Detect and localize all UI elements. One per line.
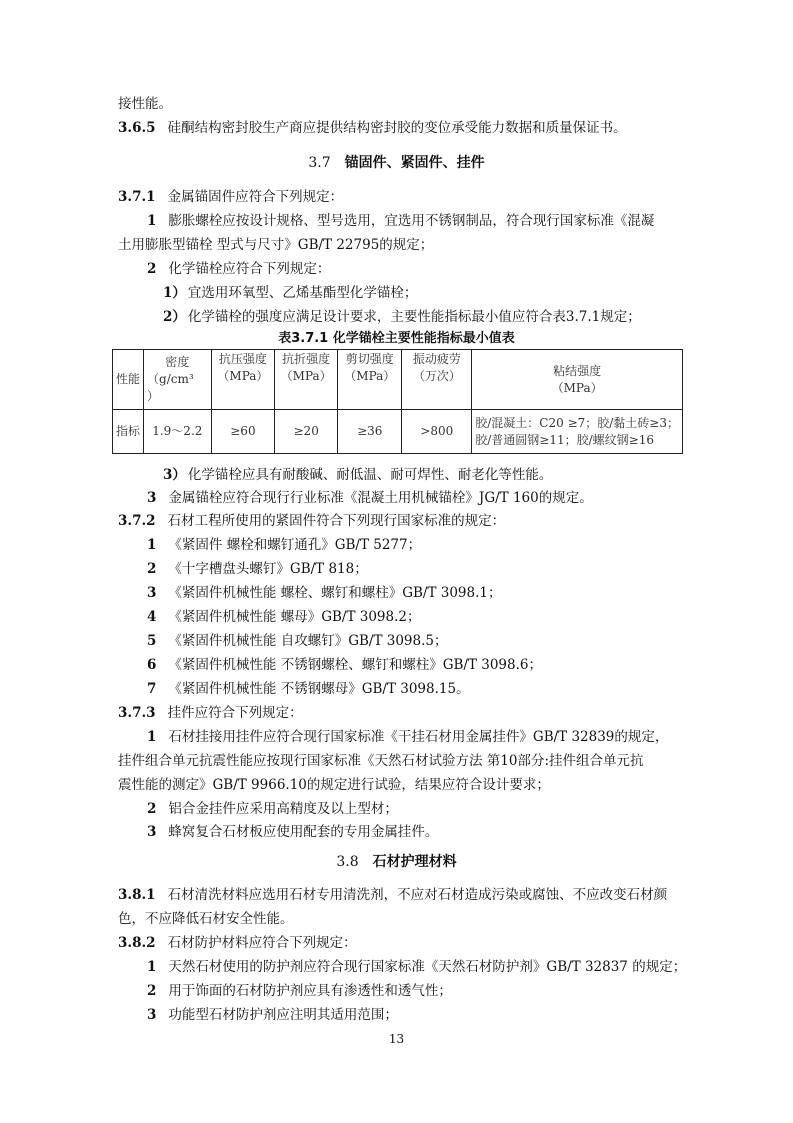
item — [147, 800, 398, 818]
text: 挂件组合单元抗震性能应按现行国家标准《天然石材试验方法 第10部分:挂件组合单元抗 — [118, 753, 644, 769]
cell: >800 — [402, 410, 472, 454]
clause-number: 3.6.5 — [118, 120, 156, 136]
cell: ≥20 — [275, 410, 338, 454]
text-line — [118, 95, 172, 113]
text: 《紧固件机械性能 螺栓、螺钉和螺柱》GB/T 3098.1； — [168, 585, 502, 601]
item — [147, 632, 447, 650]
text: 3.8.2 — [118, 935, 156, 951]
text: （MPa） — [280, 369, 332, 383]
section-heading-3-7 — [0, 154, 793, 172]
item — [147, 489, 593, 507]
text: （MPa） — [551, 380, 603, 395]
text: 抗折强度 — [282, 352, 331, 366]
header-cell — [338, 350, 402, 410]
cell: ≥36 — [338, 410, 402, 454]
text: 1 — [147, 729, 157, 745]
section-number: 3.7 — [308, 155, 331, 171]
item-text: 膨胀螺栓应按设计规格、型号选用，宜选用不锈钢制品，符合现行国家标准《混凝 — [168, 213, 655, 229]
item — [147, 536, 421, 554]
item-text: 土用膨胀型锚栓 型式与尺寸》GB/T 22795的规定； — [118, 237, 434, 253]
text: 性能 — [116, 372, 141, 386]
text: 接性能。 — [118, 96, 172, 112]
text: 功能型石材防护剂应注明其适用范围； — [168, 1007, 398, 1023]
clause-text: 金属锚固件应符合下列规定： — [167, 189, 344, 205]
item-number: 3 — [147, 490, 157, 506]
text: 1 — [147, 537, 157, 553]
clause-3-7-2 — [118, 512, 505, 530]
text: 《紧固件机械性能 不锈钢螺母》GB/T 3098.15。 — [168, 681, 470, 697]
cell: 1.9～2.2 — [144, 410, 212, 454]
text: 4 — [147, 609, 157, 625]
text: 粘结强度 — [553, 363, 602, 378]
clause-3-7-1 — [118, 188, 343, 206]
item-number: 3） — [163, 467, 186, 483]
item-text: 宜选用环氧型、乙烯基酯型化学锚栓； — [187, 285, 418, 301]
header-cell — [472, 350, 683, 410]
text: 6 — [147, 657, 157, 673]
text: 振动疲劳 — [412, 352, 461, 366]
cell — [472, 410, 683, 454]
item — [147, 1006, 398, 1024]
text: 《十字槽盘头螺钉》GB/T 818； — [168, 561, 368, 577]
text: 用于饰面的石材防护剂应具有渗透性和透气性； — [168, 983, 452, 999]
text: 7 — [147, 681, 157, 697]
item-number: 1） — [163, 285, 186, 301]
header-cell — [275, 350, 338, 410]
item — [147, 728, 668, 746]
text: 《紧固件 螺栓和螺钉通孔》GB/T 5277； — [168, 537, 422, 553]
text: 《紧固件机械性能 不锈钢螺栓、螺钉和螺柱》GB/T 3098.6； — [168, 657, 542, 673]
item — [147, 212, 654, 230]
text: 《紧固件机械性能 螺母》GB/T 3098.2； — [168, 609, 421, 625]
text: 色，不应降低石材安全性能。 — [118, 911, 294, 927]
text: 石材护理材料 — [372, 854, 457, 870]
table-row — [113, 410, 683, 454]
text: 石材防护材料应符合下列规定： — [167, 935, 357, 951]
clause-3-7-3 — [118, 704, 303, 722]
section-heading-3-8 — [0, 853, 793, 871]
item-text: 化学锚栓的强度应满足设计要求，主要性能指标最小值应符合表3.7.1规定； — [187, 309, 641, 325]
item-number: 2 — [147, 261, 157, 277]
subitem — [163, 308, 641, 326]
page-number: 13 — [388, 1032, 405, 1046]
text: 3 — [147, 1007, 157, 1023]
clause-3-8-2 — [118, 934, 357, 952]
text: （g/cm³ — [147, 372, 194, 386]
item-text: 化学锚栓应具有耐酸碱、耐低温、耐可焊性、耐老化等性能。 — [187, 467, 553, 483]
text: 2 — [147, 561, 157, 577]
subitem — [163, 466, 552, 484]
item — [147, 958, 686, 976]
text: 震性能的测定》GB/T 9966.10的规定进行试验，结果应符合设计要求； — [118, 777, 550, 793]
text: ） — [147, 389, 160, 403]
item-continuation — [118, 236, 433, 254]
text: 胶/混凝土：C20 ≥7；胶/黏土砖≥3； — [475, 415, 679, 430]
item — [147, 584, 501, 602]
table-caption: 表3.7.1 化学锚栓主要性能指标最小值表 — [278, 331, 515, 346]
item-number: 2） — [163, 309, 186, 325]
clause-text: 石材工程所使用的紧固件符合下列现行国家标准的规定： — [167, 513, 506, 529]
item — [147, 680, 470, 698]
text: 3.7.3 — [118, 705, 156, 721]
text: 密度 — [165, 355, 190, 369]
clause-number: 3.7.2 — [118, 513, 156, 529]
text: 3.8 — [336, 854, 359, 870]
text: 2 — [147, 801, 157, 817]
subitem — [163, 284, 417, 302]
text: 铝合金挂件应采用高精度及以上型材； — [168, 801, 398, 817]
clause-3-6-5 — [118, 119, 627, 137]
item-continuation — [118, 752, 644, 770]
item-number: 1 — [147, 213, 157, 229]
text: 天然石材使用的防护剂应符合现行国家标准《天然石材防护剂》GB/T 32837 的规定； — [168, 959, 687, 975]
cell: 指标 — [113, 410, 144, 454]
text: 2 — [147, 983, 157, 999]
text: 3.8.1 — [118, 887, 156, 903]
item — [147, 608, 420, 626]
text: 挂件应符合下列规定： — [167, 705, 303, 721]
text: （MPa） — [344, 369, 396, 383]
clause-3-8-1 — [118, 886, 667, 904]
item — [147, 656, 542, 674]
text: 《紧固件机械性能 自攻螺钉》GB/T 3098.5； — [168, 633, 448, 649]
item-text: 化学锚栓应符合下列规定： — [168, 261, 331, 277]
text: 剪切强度 — [345, 352, 394, 366]
header-cell — [211, 350, 275, 410]
item — [147, 982, 452, 1000]
header-cell — [402, 350, 472, 410]
item — [147, 260, 330, 278]
text: 蜂窝复合石材板应使用配套的专用金属挂件。 — [168, 824, 439, 840]
text: 石材挂接用挂件应符合现行国家标准《干挂石材用金属挂件》GB/T 32839的规定， — [168, 729, 669, 745]
header-cell — [113, 350, 144, 410]
item — [147, 823, 438, 841]
text: （万次） — [412, 369, 461, 383]
text: 3 — [147, 824, 157, 840]
table-header-row — [113, 350, 683, 410]
text: 1 — [147, 959, 157, 975]
text: （MPa） — [217, 369, 269, 383]
section-title: 锚固件、紧固件、挂件 — [344, 155, 485, 171]
item-continuation — [118, 776, 550, 794]
text: 胶/普通圆钢≥11；胶/螺纹钢≥16 — [475, 432, 655, 447]
text: 3 — [147, 585, 157, 601]
clause-text: 硅酮结构密封胶生产商应提供结构密封胶的变位承受能力数据和质量保证书。 — [167, 120, 627, 136]
anchor-performance-table — [112, 349, 683, 454]
cell: ≥60 — [211, 410, 275, 454]
clause-number: 3.7.1 — [118, 189, 156, 205]
text: 5 — [147, 633, 157, 649]
item-text: 金属锚栓应符合现行行业标准《混凝土用机械锚栓》JG/T 160的规定。 — [168, 490, 593, 506]
text: 石材清洗材料应选用石材专用清洗剂，不应对石材造成污染或腐蚀、不应改变石材颜 — [167, 887, 668, 903]
clause-continuation — [118, 910, 294, 928]
item — [147, 560, 368, 578]
header-cell — [144, 350, 212, 410]
text: 抗压强度 — [218, 352, 267, 366]
